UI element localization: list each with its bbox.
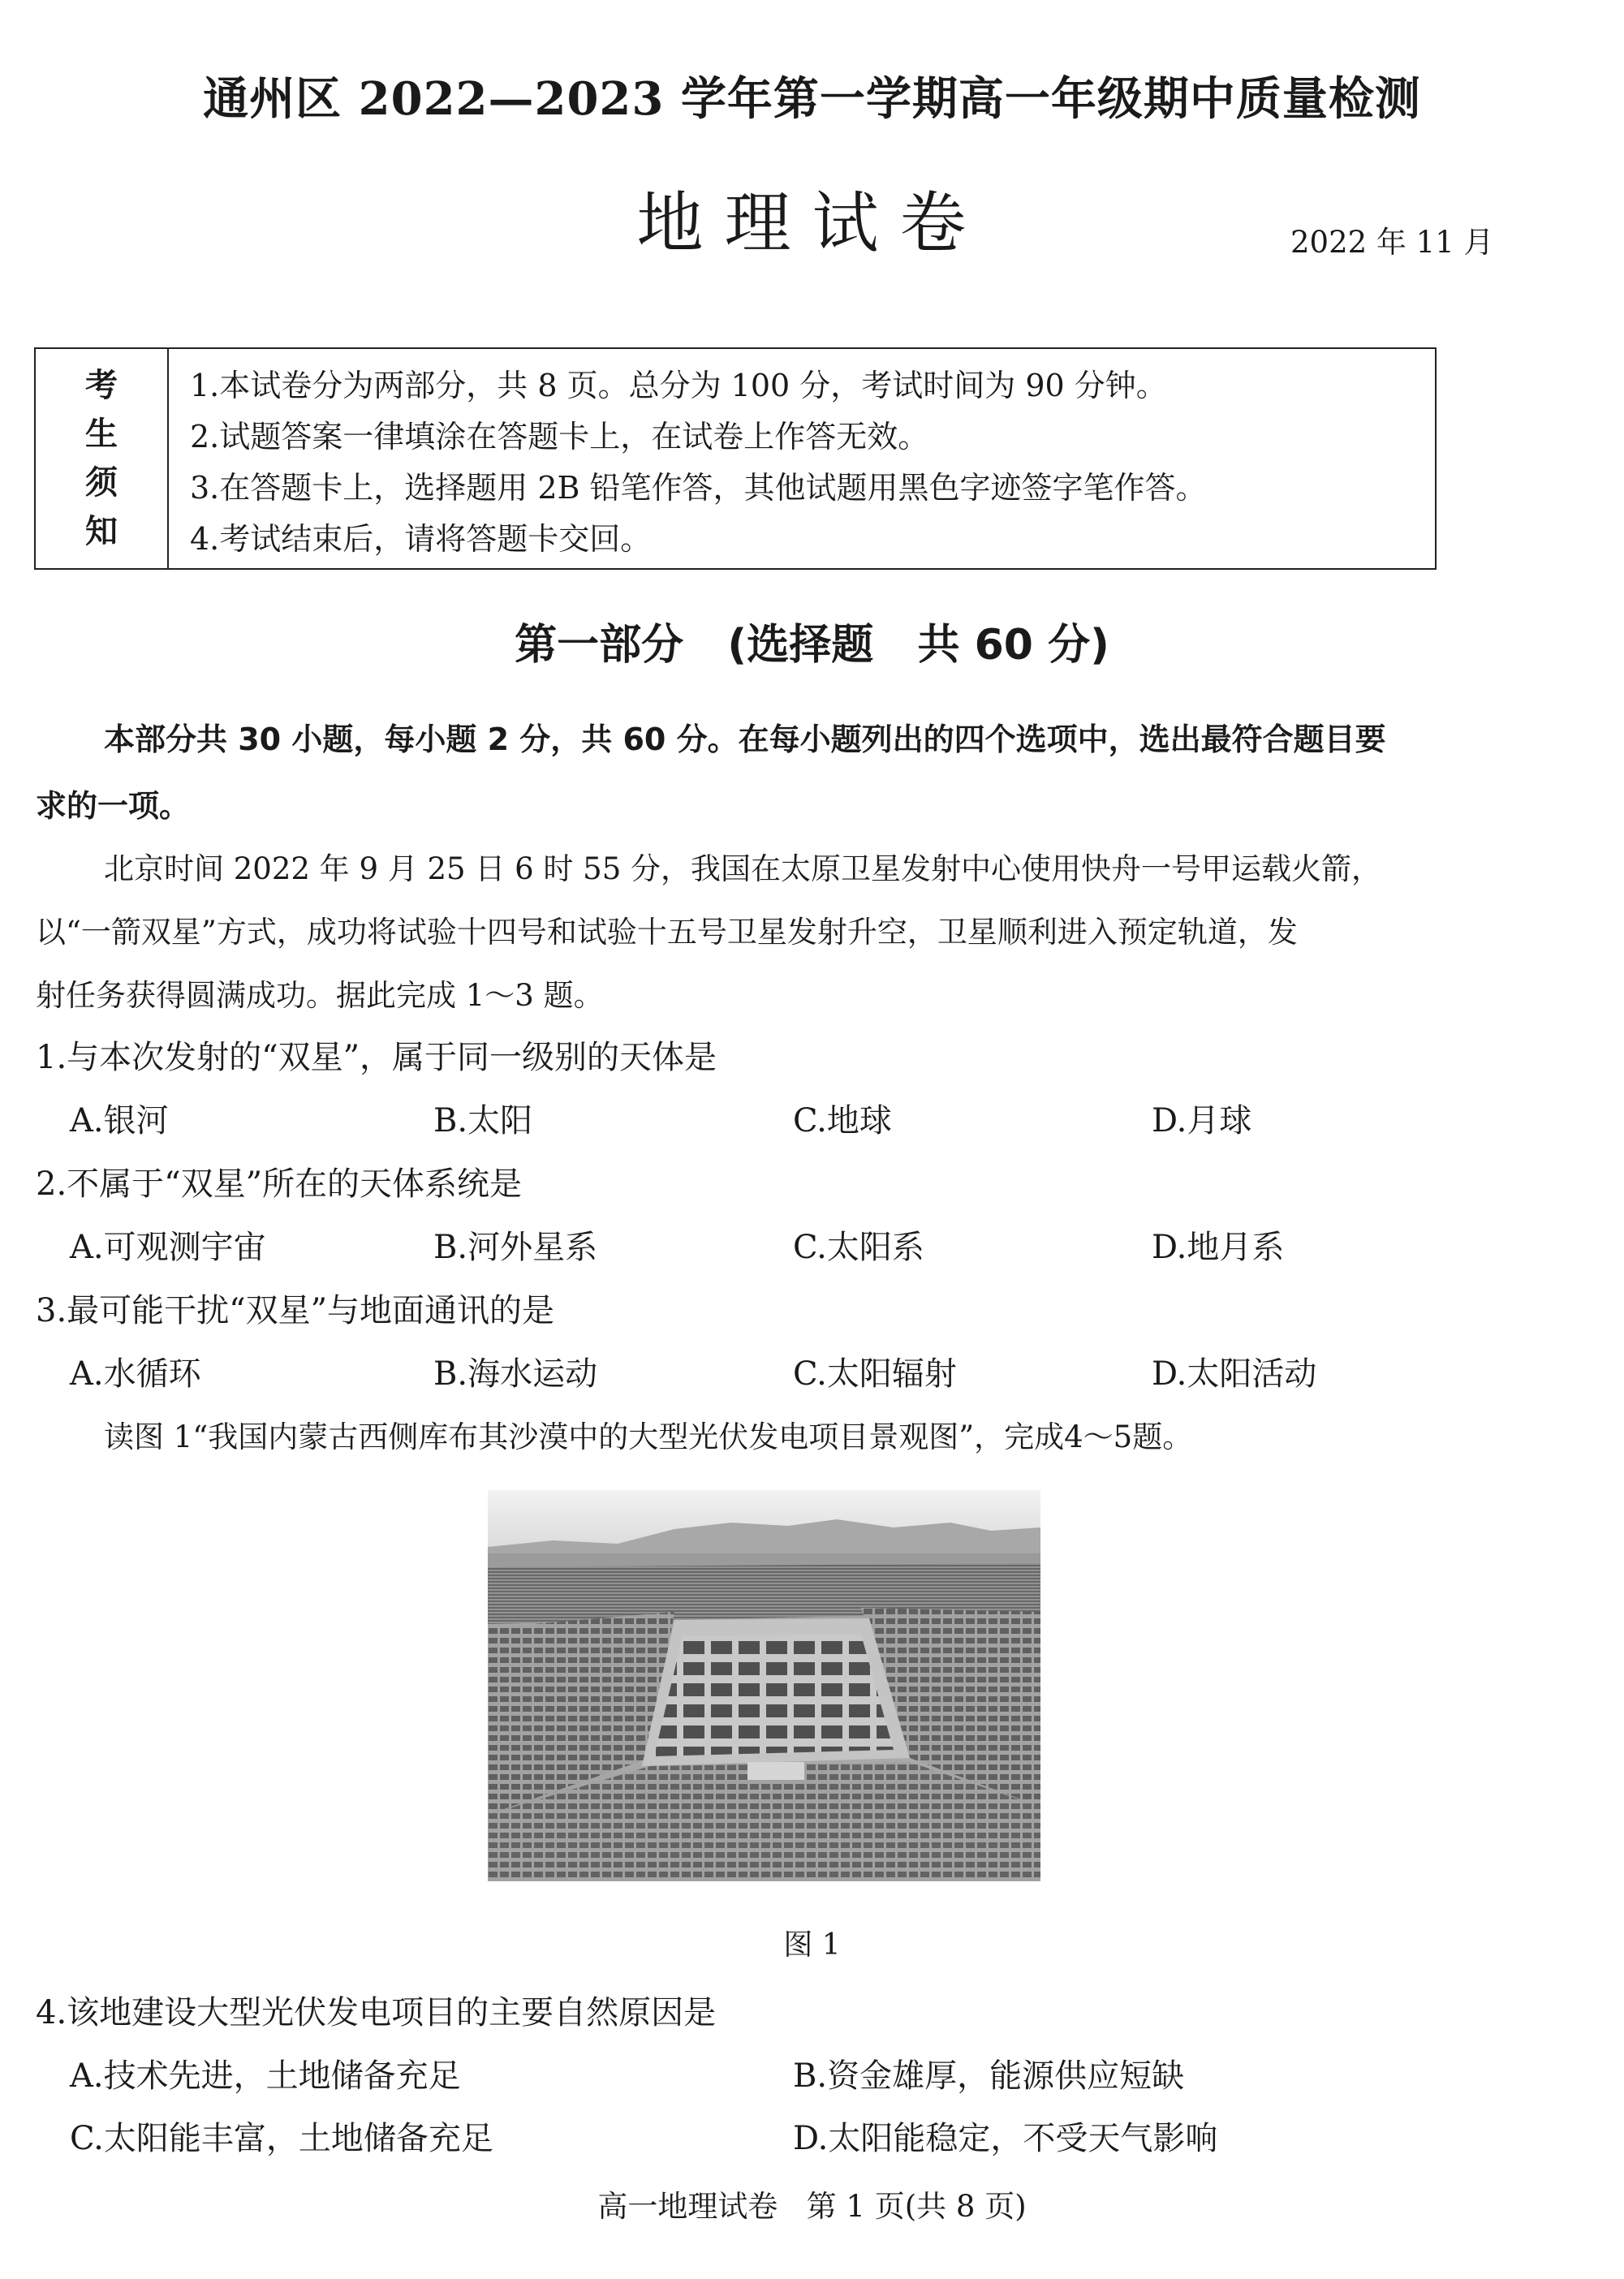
notice-item: 2.试题答案一律填涂在答题卡上，在试卷上作答无效。 [190, 419, 929, 455]
option-d: D.太阳能稳定，不受天气影响 [793, 2120, 1218, 2157]
notice-item: 3.在答题卡上，选择题用 2B 铅笔作答，其他试题用黑色字迹签字笔作答。 [190, 470, 1207, 506]
option-b: B.河外星系 [433, 1229, 598, 1266]
notice-label-char: 考 [85, 366, 118, 404]
section-instruction: 求的一项。 [36, 788, 191, 824]
figure-caption: 图 1 [783, 1928, 841, 1962]
question-stem: 3.最可能干扰“双星”与地面通讯的是 [36, 1292, 555, 1329]
option-c: C.太阳辐射 [793, 1355, 957, 1393]
subject-title: 地理试卷 [636, 185, 988, 262]
option-c: C.太阳能丰富，土地储备充足 [70, 2120, 493, 2157]
option-a: A.水循环 [70, 1355, 201, 1393]
option-d: D.地月系 [1152, 1229, 1285, 1266]
notice-items [190, 360, 1427, 565]
question-stem: 2.不属于“双星”所在的天体系统是 [36, 1165, 523, 1203]
notice-item: 1.本试卷分为两部分，共 8 页。总分为 100 分，考试时间为 90 分钟。 [190, 368, 1167, 403]
option-a: A.可观测宇宙 [70, 1229, 266, 1266]
notice-label-char: 须 [85, 463, 118, 502]
question-stem: 1.与本次发射的“双星”，属于同一级别的天体是 [36, 1039, 717, 1076]
passage-text: 读图 1“我国内蒙古西侧库布其沙漠中的大型光伏发电项目景观图”，完成4～5题。 [104, 1420, 1193, 1454]
notice-item: 4.考试结束后，请将答题卡交回。 [190, 521, 652, 557]
notice-label-char: 知 [85, 512, 118, 550]
exam-date: 2022 年 11 月 [1290, 225, 1494, 260]
option-d: D.月球 [1152, 1102, 1252, 1140]
question-stem: 4.该地建设大型光伏发电项目的主要自然原因是 [36, 1994, 717, 2031]
option-d: D.太阳活动 [1152, 1355, 1317, 1393]
section-title: 第一部分 (选择题 共 60 分) [515, 621, 1109, 670]
notice-label [36, 349, 169, 568]
passage-text: 北京时间 2022 年 9 月 25 日 6 时 55 分，我国在太原卫星发射中心使用快舟一号甲运载火箭， [104, 851, 1382, 886]
exam-title: 通州区 2022—2023 学年第一学期高一年级期中质量检测 [203, 72, 1421, 126]
exam-notice-box [34, 347, 1437, 570]
option-a: A.技术先进，土地储备充足 [70, 2057, 461, 2095]
option-c: C.太阳系 [793, 1229, 924, 1266]
section-instruction: 本部分共 30 小题，每小题 2 分，共 60 分。在每小题列出的四个选项中，选出最符合题目要 [104, 722, 1386, 757]
page-footer: 高一地理试卷 第 1 页(共 8 页) [597, 2189, 1027, 2224]
notice-label-char: 生 [85, 415, 118, 453]
option-b: B.太阳 [433, 1102, 533, 1140]
option-b: B.资金雄厚，能源供应短缺 [793, 2057, 1185, 2095]
option-a: A.银河 [70, 1102, 169, 1140]
option-c: C.地球 [793, 1102, 892, 1140]
passage-text: 射任务获得圆满成功。据此完成 1～3 题。 [36, 978, 604, 1013]
passage-text: 以“一箭双星”方式，成功将试验十四号和试验十五号卫星发射升空，卫星顺利进入预定轨道，发 [36, 915, 1298, 950]
option-b: B.海水运动 [433, 1355, 598, 1393]
solar-farm-photo [488, 1490, 1040, 1881]
